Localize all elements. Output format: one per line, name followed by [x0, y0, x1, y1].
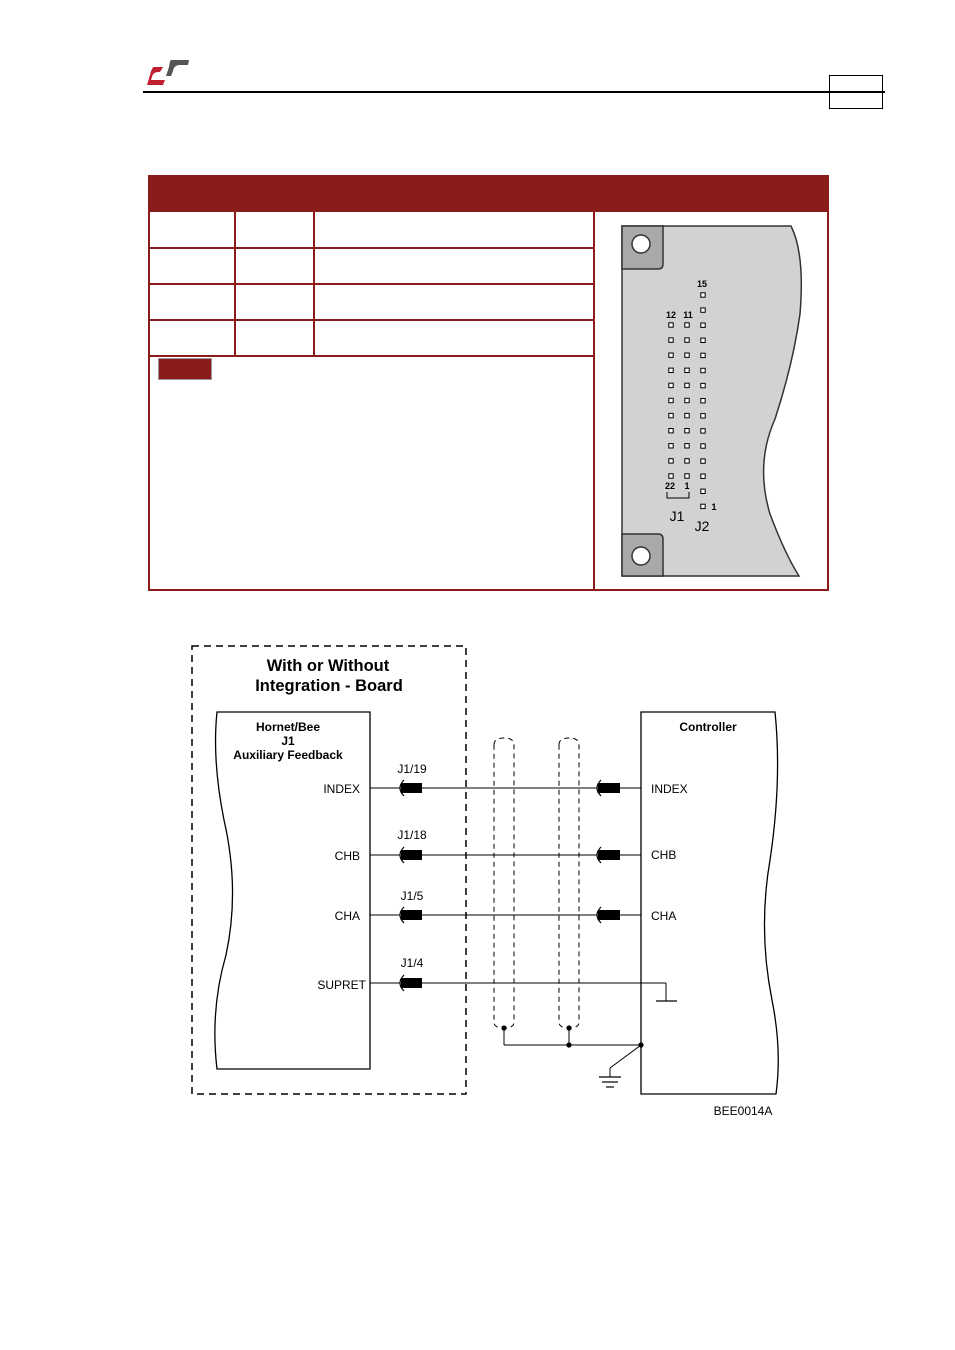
connector-pin	[669, 474, 673, 478]
integration-title-line1: With or Without	[266, 657, 390, 675]
connector-pin	[701, 504, 705, 508]
connector-pin	[701, 459, 705, 463]
pin-label-22: 22	[664, 481, 676, 491]
signal-cha	[335, 889, 677, 923]
header-rule	[143, 91, 885, 93]
connector-pin	[669, 368, 673, 372]
pin-label-15: 15	[696, 279, 708, 289]
connector-pin	[701, 323, 705, 327]
drive-block	[215, 712, 370, 1069]
connector-pin	[669, 383, 673, 387]
drive-signal-supret: SUPRET	[317, 978, 366, 992]
connector-pin	[685, 368, 689, 372]
drive-title-line2: J1	[281, 734, 295, 748]
connector-pin	[685, 323, 689, 327]
connector-pin	[669, 413, 673, 417]
connector-pin	[669, 353, 673, 357]
connector-pin	[701, 474, 705, 478]
mounting-hole-top	[632, 235, 650, 253]
signal-chb	[335, 828, 677, 863]
note-badge	[158, 358, 212, 380]
cable-shield-right	[559, 738, 579, 1028]
drive-title-line1: Hornet/Bee	[255, 720, 321, 734]
table-row-line	[148, 319, 593, 321]
signal-index	[323, 762, 687, 796]
connector-pin	[685, 353, 689, 357]
table-row-line	[148, 355, 593, 357]
drive-signal-chb: CHB	[334, 849, 360, 863]
connector-pin	[701, 444, 705, 448]
connector-pin	[685, 413, 689, 417]
connector-pin	[685, 444, 689, 448]
table-row-line	[148, 283, 593, 285]
table-row-line	[148, 247, 593, 249]
j2-label: J2	[694, 518, 710, 534]
wiring-diagram	[0, 600, 955, 1130]
j1-label: J1	[669, 508, 685, 524]
connector-pin	[701, 293, 705, 297]
connector-pin	[685, 429, 689, 433]
controller-title: Controller	[679, 720, 737, 734]
pin-j1-4: J1/4	[400, 956, 424, 970]
pin-label-12: 12	[665, 310, 677, 320]
controller-signal-cha: CHA	[651, 909, 677, 923]
controller-block	[641, 712, 778, 1094]
connector-pin	[701, 414, 705, 418]
signal-supret	[317, 956, 677, 1001]
connector-pin	[685, 459, 689, 463]
connector-pin	[669, 323, 673, 327]
figure-id: BEE0014A	[713, 1104, 773, 1118]
connector-pin	[685, 383, 689, 387]
pinout-table-header	[148, 175, 829, 212]
integration-title-line2: Integration - Board	[255, 677, 403, 695]
connector-pin	[701, 489, 705, 493]
connector-pin	[701, 308, 705, 312]
drive-title-line3: Auxiliary Feedback	[233, 748, 343, 762]
connector-drawing	[595, 214, 827, 589]
earth-ground-icon	[599, 1077, 621, 1087]
pin-j1-18: J1/18	[397, 828, 427, 842]
pin-label-11: 11	[683, 310, 693, 320]
company-logo	[147, 58, 191, 88]
connector-body	[622, 226, 801, 576]
connector-pin	[669, 429, 673, 433]
connector-pin	[701, 383, 705, 387]
connector-pin	[701, 368, 705, 372]
connector-pin	[669, 459, 673, 463]
connector-pin	[685, 474, 689, 478]
connector-pin	[669, 444, 673, 448]
controller-signal-chb: CHB	[651, 848, 677, 862]
connector-pin	[701, 353, 705, 357]
connector-pin	[669, 398, 673, 402]
connector-pin	[685, 398, 689, 402]
page-number-box	[829, 75, 883, 109]
connector-pin	[701, 338, 705, 342]
cable-shield-left	[494, 738, 514, 1028]
connector-pin	[669, 338, 673, 342]
drive-signal-index: INDEX	[323, 782, 360, 796]
pin-label-1-j2: 1	[711, 502, 717, 512]
connector-pin	[701, 399, 705, 403]
controller-signal-index: INDEX	[651, 782, 688, 796]
pin-j1-5: J1/5	[400, 889, 424, 903]
pin-label-1-j1: 1	[684, 481, 690, 491]
connector-pin	[685, 338, 689, 342]
pin-j1-19: J1/19	[397, 762, 427, 776]
connector-pin	[701, 429, 705, 433]
mounting-hole-bottom	[632, 547, 650, 565]
drive-signal-cha: CHA	[334, 909, 360, 923]
